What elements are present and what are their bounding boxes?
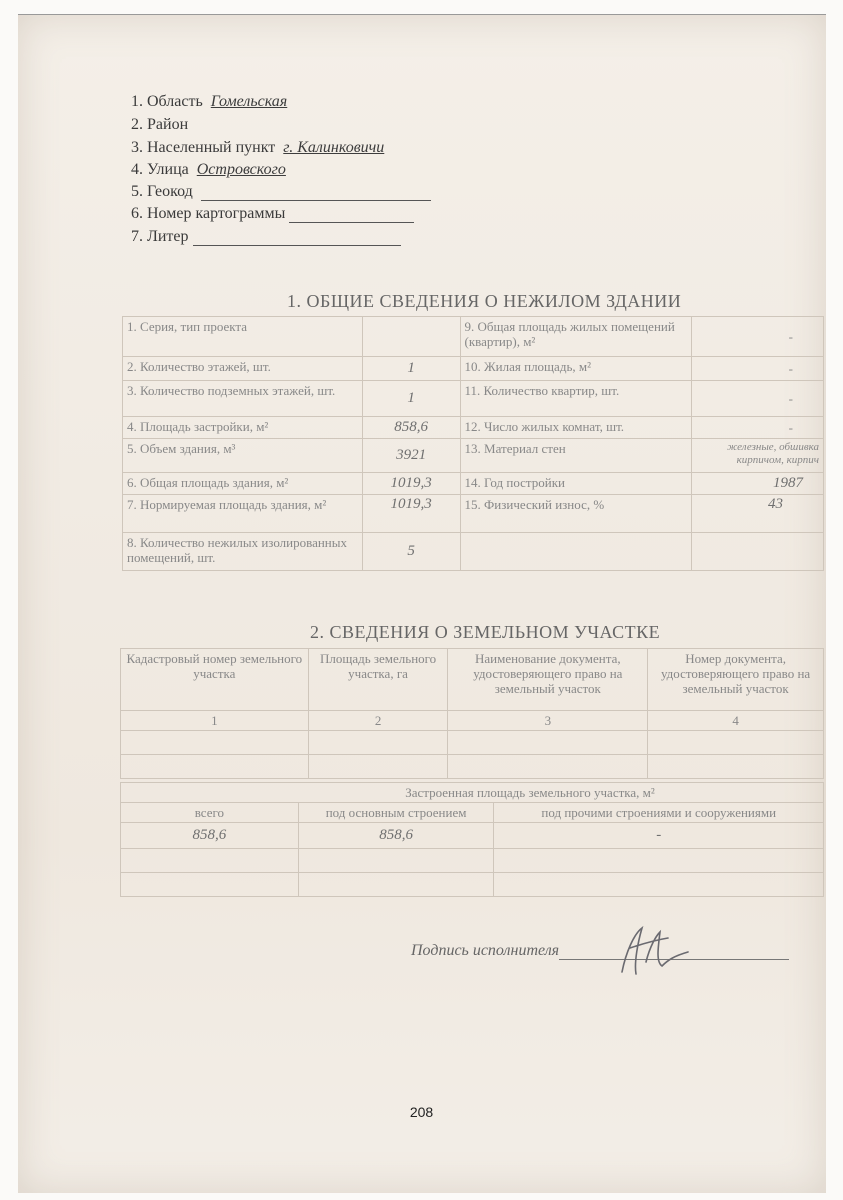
field-locality: [131, 139, 384, 157]
column-header: под основным строением: [298, 803, 494, 823]
table-row: [121, 649, 824, 711]
cell-value: -: [692, 357, 824, 381]
field-geocode: [131, 183, 431, 201]
cell-value: железные, обшивка кирпичом, кирпич: [692, 439, 824, 473]
table-row: [121, 849, 824, 873]
blank-line: [289, 208, 414, 223]
cell-label: 15. Физический износ, %: [460, 495, 692, 533]
table-row: [121, 783, 824, 803]
cell-value: 3921: [362, 439, 460, 473]
column-header: Площадь земельного участка, га: [308, 649, 448, 711]
section2-title: 2. СВЕДЕНИЯ О ЗЕМЕЛЬНОМ УЧАСТКЕ: [310, 622, 661, 642]
table-row: [123, 317, 824, 357]
cell-label: 13. Материал стен: [460, 439, 692, 473]
column-header: Кадастровый номер земельного участка: [121, 649, 309, 711]
cell-label: 5. Объем здания, м³: [123, 439, 363, 473]
cell-value: 1: [362, 381, 460, 417]
page-number: 208: [409, 1104, 434, 1120]
column-number: 1: [121, 711, 309, 731]
cell-value: 1019,3: [362, 495, 460, 533]
cell-value: 1987: [692, 473, 824, 495]
cell-value: 5: [362, 533, 460, 571]
cell-label: 10. Жилая площадь, м²: [460, 357, 692, 381]
cell-value: 1: [362, 357, 460, 381]
column-header: Наименование документа, удостоверяющего право на земельный участок: [448, 649, 648, 711]
column-header: всего: [121, 803, 299, 823]
column-header: Номер документа, удостоверяющего право на земельный участок: [648, 649, 824, 711]
table-row: [121, 755, 824, 779]
cell-value: [362, 317, 460, 357]
cell-label: 4. Площадь застройки, м²: [123, 417, 363, 439]
cell-value: 858,6: [121, 823, 299, 849]
cell-label: 11. Количество квартир, шт.: [460, 381, 692, 417]
field-label: 6. Номер картограммы: [131, 205, 286, 222]
land-plot-table: [120, 648, 824, 779]
field-liter: [131, 228, 401, 246]
table-row: [123, 533, 824, 571]
table-row: [123, 357, 824, 381]
cell-label: 7. Нормируемая площадь здания, м²: [123, 495, 363, 533]
blank-line: [201, 186, 431, 201]
built-area-table: [120, 782, 824, 897]
general-info-table: [122, 316, 824, 571]
field-cartogram: [131, 205, 414, 223]
table-row: [123, 381, 824, 417]
cell-label: 1. Серия, тип проекта: [123, 317, 363, 357]
field-region: [131, 93, 287, 111]
column-number: 2: [308, 711, 448, 731]
cell-label: 2. Количество этажей, шт.: [123, 357, 363, 381]
cell-value: -: [692, 317, 824, 357]
field-value: Островского: [196, 161, 286, 178]
table-row: [121, 873, 824, 897]
cell-value: 858,6: [362, 417, 460, 439]
cell-label: 3. Количество подземных этажей, шт.: [123, 381, 363, 417]
column-number: 4: [648, 711, 824, 731]
cell-value: 858,6: [298, 823, 494, 849]
column-header: под прочими строениями и сооружениями: [494, 803, 824, 823]
cell-value: 43: [692, 495, 824, 533]
cell-value: 1019,3: [362, 473, 460, 495]
built-area-title: Застроенная площадь земельного участка, м²: [121, 783, 824, 803]
table-row: [121, 711, 824, 731]
signature-label: Подпись исполнителя: [411, 942, 560, 959]
table-row: [123, 495, 824, 533]
field-label: 7. Литер: [131, 228, 189, 245]
blank-line: [193, 231, 401, 246]
field-label: 1. Область: [131, 93, 203, 110]
table-row: [123, 417, 824, 439]
field-street: [131, 161, 286, 179]
cell-value: [692, 533, 824, 571]
section1-title: 1. ОБЩИЕ СВЕДЕНИЯ О НЕЖИЛОМ ЗДАНИИ: [287, 291, 682, 311]
cell-value: -: [494, 823, 824, 849]
field-district: [131, 116, 188, 134]
field-label: 2. Район: [131, 116, 189, 133]
cell-label: 6. Общая площадь здания, м²: [123, 473, 363, 495]
field-value: Гомельская: [210, 93, 288, 110]
cell-label: 12. Число жилых комнат, шт.: [460, 417, 692, 439]
field-label: 5. Геокод: [131, 183, 193, 200]
table-row: [123, 473, 824, 495]
column-number: 3: [448, 711, 648, 731]
signature-block: [411, 942, 789, 960]
table-row: [123, 439, 824, 473]
cell-label: 14. Год постройки: [460, 473, 692, 495]
table-row: [121, 823, 824, 849]
field-label: 3. Населенный пункт: [131, 139, 276, 156]
field-label: 4. Улица: [131, 161, 189, 178]
handwritten-signature: [612, 922, 692, 982]
table-row: [121, 731, 824, 755]
cell-label: 9. Общая площадь жилых помещений (квартир), м²: [460, 317, 692, 357]
field-value: г. Калинковичи: [283, 139, 385, 156]
cell-label: 8. Количество нежилых изолированных помещений, шт.: [123, 533, 363, 571]
cell-value: -: [692, 417, 824, 439]
table-row: [121, 803, 824, 823]
cell-label: [460, 533, 692, 571]
cell-value: -: [692, 381, 824, 417]
